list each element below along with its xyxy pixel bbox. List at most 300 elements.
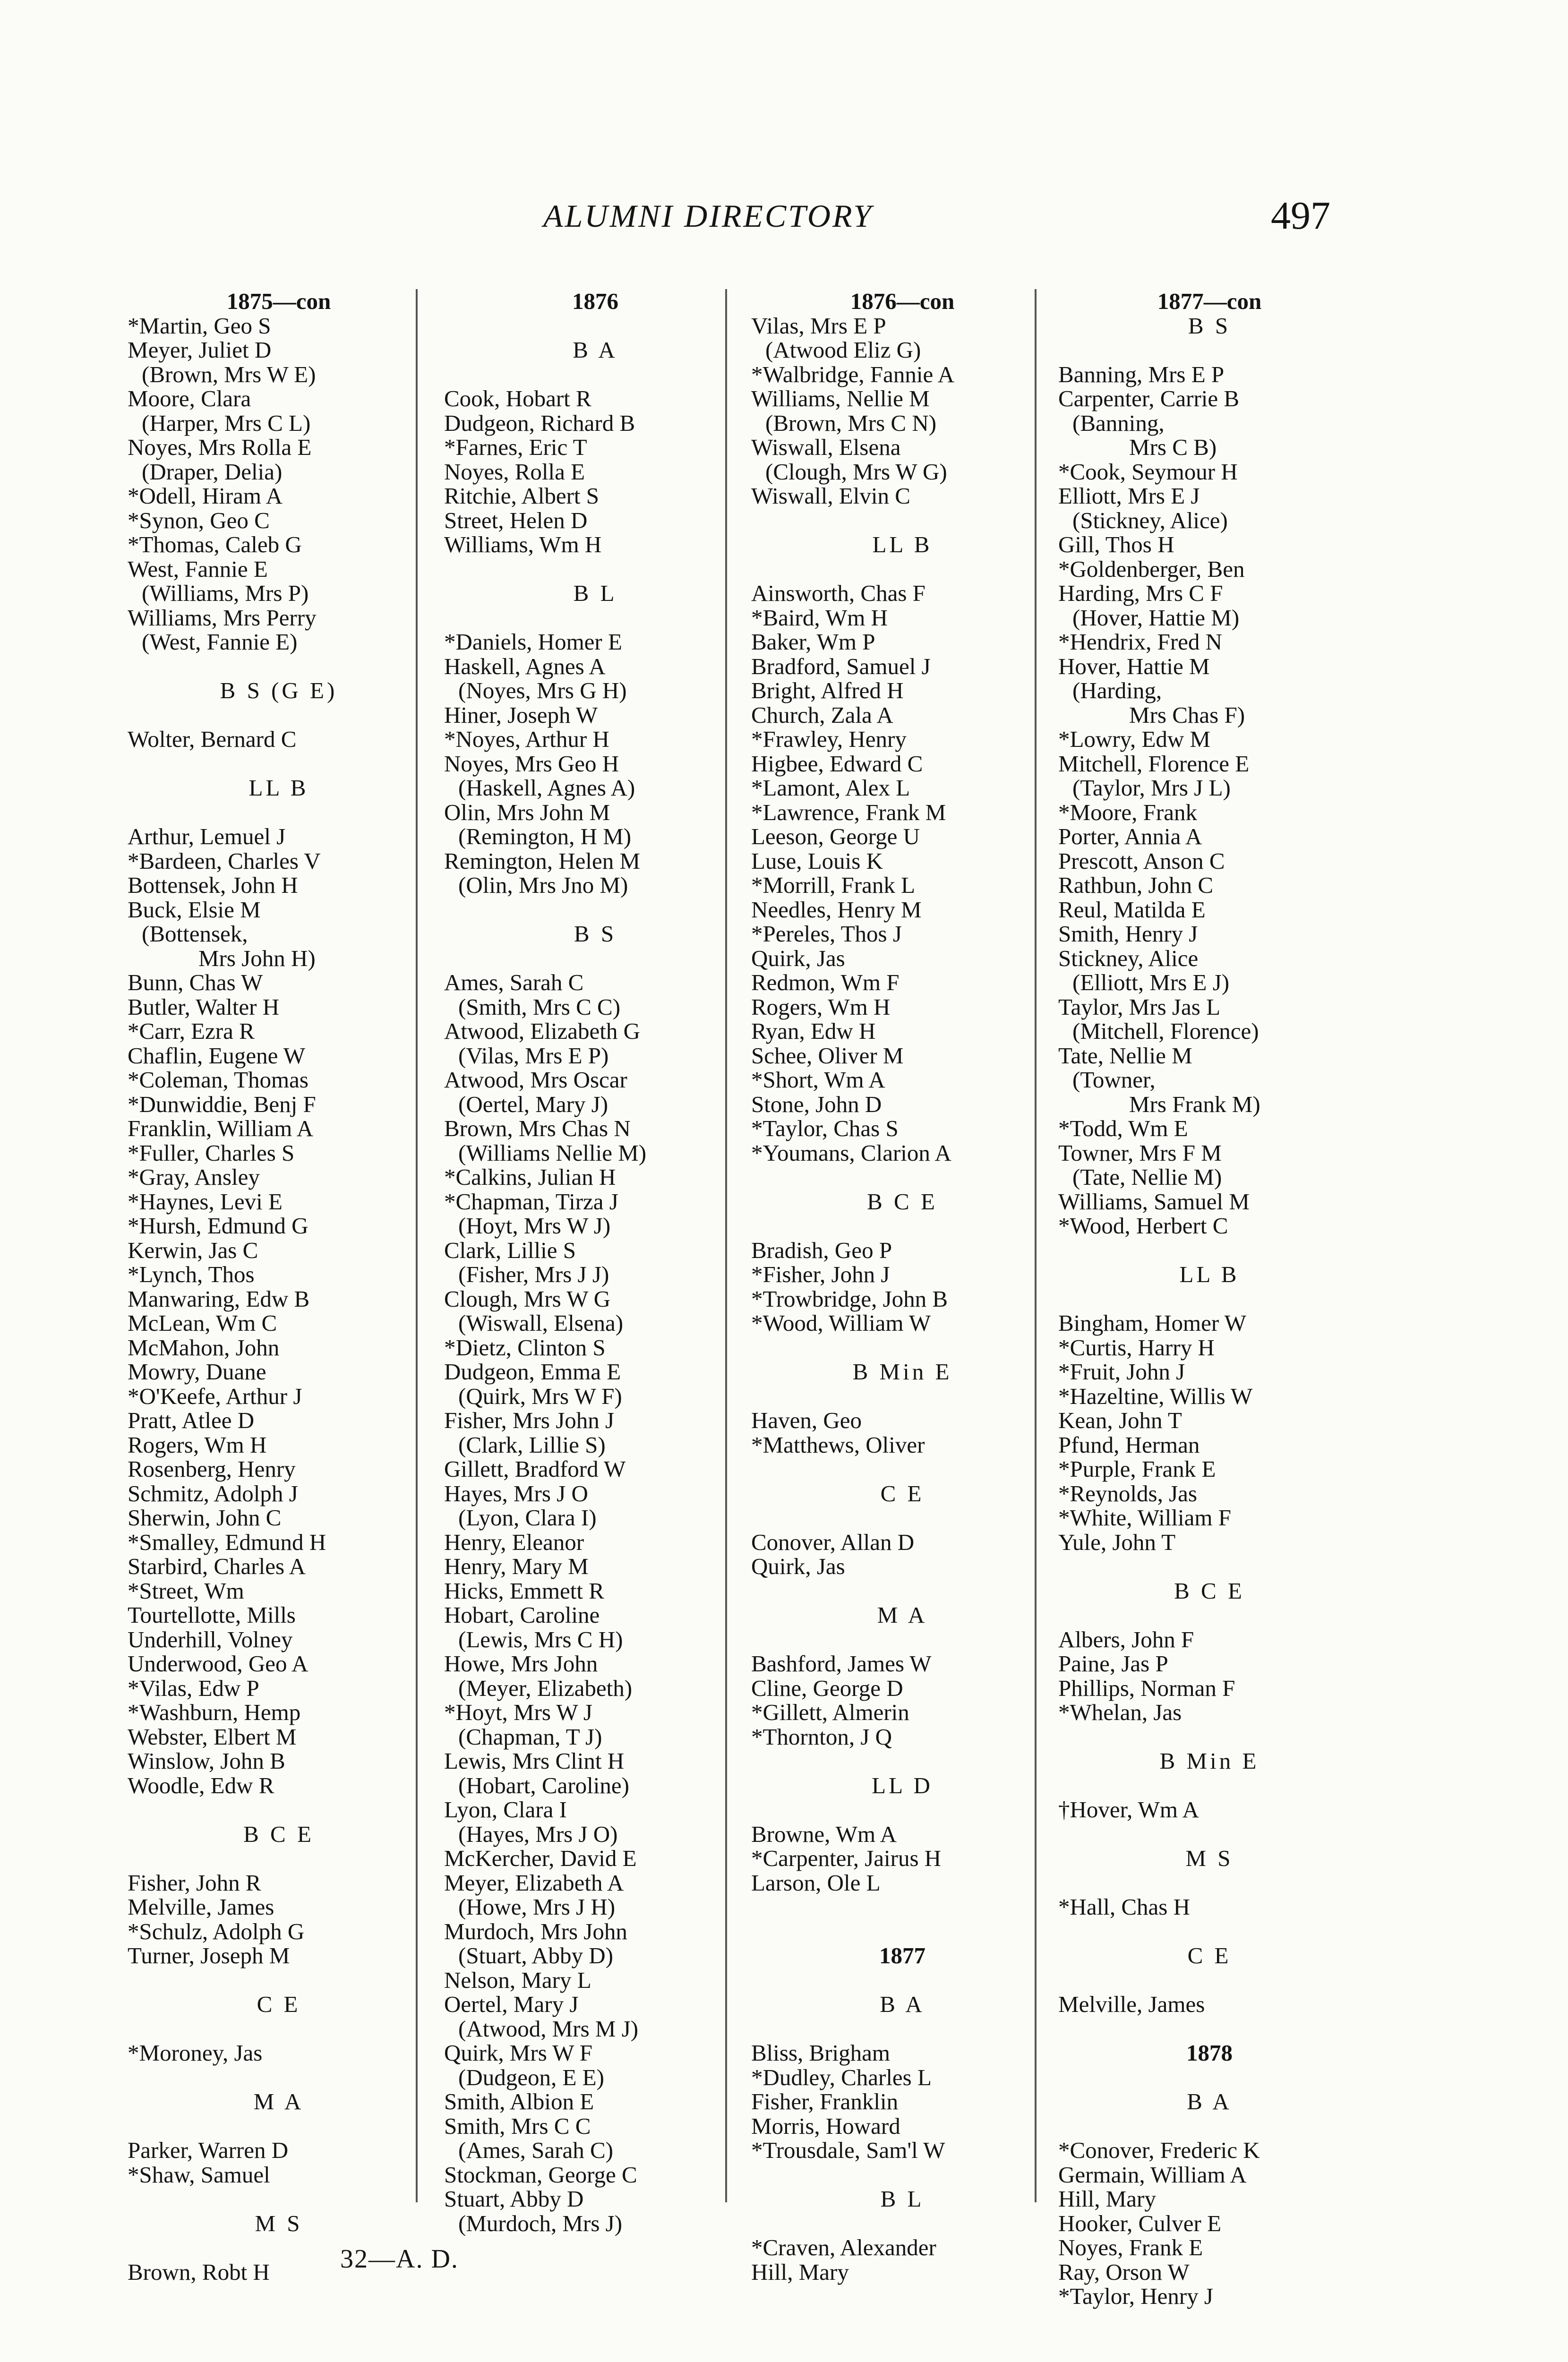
alumni-entry: *Carpenter, Jairus H bbox=[751, 1845, 942, 1871]
alumni-entry: Pfund, Herman bbox=[1058, 1431, 1200, 1458]
alumni-entry: Clough, Mrs W G bbox=[444, 1285, 611, 1312]
alumni-entry-continuation: (Haskell, Agnes A) bbox=[458, 775, 635, 801]
blank-line bbox=[128, 800, 430, 825]
alumni-entry: Clark, Lillie S bbox=[444, 1237, 576, 1263]
blank-line bbox=[128, 1797, 430, 1822]
alumni-entry: *Fruit, John J bbox=[1058, 1359, 1185, 1385]
blank-line bbox=[751, 1797, 1054, 1822]
page-number: 497 bbox=[1271, 194, 1330, 238]
alumni-entry: Ames, Sarah C bbox=[444, 969, 584, 995]
alumni-entry: Hobart, Caroline bbox=[444, 1602, 600, 1628]
alumni-entry: *Hursh, Edmund G bbox=[128, 1213, 308, 1239]
alumni-entry-continuation: (Quirk, Mrs W F) bbox=[458, 1383, 622, 1409]
alumni-entry: *Taylor, Henry J bbox=[1058, 2283, 1213, 2309]
alumni-entry: *Gillett, Almerin bbox=[751, 1699, 909, 1725]
alumni-entry: Stockman, George C bbox=[444, 2161, 637, 2188]
class-year-heading: 1878 bbox=[1186, 2040, 1233, 2066]
alumni-entry: Hill, Mary bbox=[751, 2259, 849, 2285]
blank-line bbox=[1058, 338, 1361, 362]
alumni-entry: Vilas, Mrs E P bbox=[751, 312, 886, 339]
alumni-entry-continuation: (Harper, Mrs C L) bbox=[142, 410, 311, 436]
alumni-entry: Noyes, Mrs Geo H bbox=[444, 750, 619, 777]
alumni-entry: Ainsworth, Chas F bbox=[751, 580, 925, 606]
alumni-entry: Smith, Mrs C C bbox=[444, 2113, 591, 2139]
alumni-entry: *Shaw, Samuel bbox=[128, 2161, 270, 2188]
page-title: ALUMNI DIRECTORY bbox=[543, 198, 874, 234]
alumni-entry-continuation: (Stickney, Alice) bbox=[1072, 507, 1228, 533]
alumni-entry: *Hendrix, Fred N bbox=[1058, 629, 1223, 655]
degree-heading: B S bbox=[574, 921, 617, 947]
alumni-entry-continuation: (Chapman, T J) bbox=[458, 1723, 602, 1750]
alumni-entry: Leeson, George U bbox=[751, 823, 920, 849]
signature-mark: 32—A. D. bbox=[340, 2244, 459, 2274]
alumni-entry: Luse, Louis K bbox=[751, 847, 883, 874]
alumni-entry: Bottensek, John H bbox=[128, 872, 298, 898]
directory-column-4 bbox=[1058, 289, 1361, 2309]
alumni-entry: Underhill, Volney bbox=[128, 1626, 293, 1652]
blank-line bbox=[751, 508, 1054, 533]
alumni-entry: *Cook, Seymour H bbox=[1058, 458, 1238, 485]
alumni-entry: Redmon, Wm F bbox=[751, 969, 900, 995]
alumni-entry: West, Fannie E bbox=[128, 556, 268, 582]
alumni-entry: *Martin, Geo S bbox=[128, 312, 271, 339]
alumni-entry-continuation: (Vilas, Mrs E P) bbox=[458, 1042, 609, 1069]
blank-line bbox=[751, 1335, 1054, 1360]
alumni-entry: Wolter, Bernard C bbox=[128, 726, 297, 752]
alumni-entry: Fisher, John R bbox=[128, 1869, 261, 1896]
blank-line bbox=[128, 703, 430, 727]
alumni-entry-continuation: (Mitchell, Florence) bbox=[1072, 1018, 1259, 1044]
alumni-entry: Bingham, Homer W bbox=[1058, 1310, 1246, 1336]
alumni-entry-continuation: (Meyer, Elizabeth) bbox=[458, 1675, 633, 1701]
alumni-entry-continuation: (Oertel, Mary J) bbox=[458, 1091, 608, 1117]
column-divider bbox=[1035, 289, 1037, 2202]
alumni-entry: McLean, Wm C bbox=[128, 1310, 277, 1336]
alumni-entry: Lyon, Clara I bbox=[444, 1797, 567, 1823]
degree-heading: B S (G E) bbox=[220, 677, 338, 703]
alumni-entry: *Dunwiddie, Benj F bbox=[128, 1091, 316, 1117]
alumni-entry: Noyes, Rolla E bbox=[444, 458, 585, 485]
alumni-entry: Higbee, Edward C bbox=[751, 750, 923, 777]
blank-line bbox=[1058, 2065, 1361, 2090]
alumni-entry: Germain, William A bbox=[1058, 2161, 1247, 2188]
alumni-entry: *Moore, Frank bbox=[1058, 799, 1197, 825]
blank-line bbox=[128, 2017, 430, 2041]
alumni-entry-continuation: (Bottensek, bbox=[142, 921, 248, 947]
alumni-entry-continuation: (Stuart, Abby D) bbox=[458, 1943, 613, 1968]
blank-line bbox=[751, 1214, 1054, 1238]
alumni-entry: Banning, Mrs E P bbox=[1058, 361, 1225, 387]
alumni-entry: Arthur, Lemuel J bbox=[128, 823, 286, 849]
degree-heading: B L bbox=[880, 2186, 925, 2212]
alumni-entry-continuation: (Howe, Mrs J H) bbox=[458, 1894, 616, 1920]
degree-heading: B C E bbox=[867, 1188, 938, 1215]
alumni-entry: Bright, Alfred H bbox=[751, 677, 904, 703]
alumni-entry: Paine, Jas P bbox=[1058, 1651, 1168, 1677]
blank-line bbox=[751, 1749, 1054, 1773]
degree-heading: B Min E bbox=[852, 1359, 952, 1385]
alumni-entry: Melville, James bbox=[1058, 1991, 1205, 2017]
alumni-entry: Rogers, Wm H bbox=[751, 993, 891, 1020]
alumni-entry: *Taylor, Chas S bbox=[751, 1115, 899, 1141]
alumni-entry: *Synon, Geo C bbox=[128, 507, 270, 533]
alumni-entry: *Noyes, Arthur H bbox=[444, 726, 609, 752]
alumni-entry: *Whelan, Jas bbox=[1058, 1699, 1182, 1725]
alumni-entry: *Pereles, Thos J bbox=[751, 921, 902, 947]
directory-column-2 bbox=[444, 289, 746, 2235]
blank-line bbox=[128, 1846, 430, 1871]
alumni-entry: Brown, Robt H bbox=[128, 2259, 270, 2285]
alumni-entry: Albers, John F bbox=[1058, 1626, 1194, 1652]
alumni-entry: Conover, Allan D bbox=[751, 1529, 915, 1555]
blank-line bbox=[751, 557, 1054, 582]
blank-line bbox=[751, 1895, 1054, 1919]
alumni-entry: *Carr, Ezra R bbox=[128, 1018, 255, 1044]
alumni-entry: Williams, Samuel M bbox=[1058, 1188, 1250, 1215]
alumni-entry: Brown, Mrs Chas N bbox=[444, 1115, 631, 1141]
alumni-entry: Parker, Warren D bbox=[128, 2137, 289, 2163]
alumni-entry-continuation: (Brown, Mrs C N) bbox=[765, 410, 937, 436]
blank-line bbox=[751, 2163, 1054, 2187]
alumni-entry: *White, William F bbox=[1058, 1505, 1231, 1531]
alumni-entry: Manwaring, Edw B bbox=[128, 1285, 310, 1312]
blank-line bbox=[444, 606, 746, 630]
degree-heading: B L bbox=[573, 580, 617, 606]
blank-line bbox=[751, 1968, 1054, 1993]
alumni-entry: *Curtis, Harry H bbox=[1058, 1334, 1215, 1361]
degree-heading: M A bbox=[253, 2088, 304, 2114]
alumni-entry: Williams, Mrs Perry bbox=[128, 604, 317, 631]
alumni-entry: Bashford, James W bbox=[751, 1651, 932, 1677]
alumni-entry: Gillett, Bradford W bbox=[444, 1456, 626, 1482]
alumni-entry: Stone, John D bbox=[751, 1091, 882, 1117]
alumni-entry: Rathbun, John C bbox=[1058, 872, 1214, 898]
alumni-entry-continuation: (Hayes, Mrs J O) bbox=[458, 1821, 618, 1847]
alumni-entry: *Thornton, J Q bbox=[751, 1723, 892, 1750]
alumni-entry: McMahon, John bbox=[128, 1334, 280, 1361]
alumni-entry: *Purple, Frank E bbox=[1058, 1456, 1216, 1482]
alumni-entry: Browne, Wm A bbox=[751, 1821, 897, 1847]
alumni-entry: Mitchell, Florence E bbox=[1058, 750, 1250, 777]
blank-line bbox=[1058, 1554, 1361, 1579]
alumni-entry: Williams, Nellie M bbox=[751, 385, 930, 411]
alumni-entry: Dudgeon, Richard B bbox=[444, 410, 635, 436]
alumni-entry: Quirk, Jas bbox=[751, 1553, 845, 1579]
alumni-entry: Starbird, Charles A bbox=[128, 1553, 306, 1579]
alumni-entry: *Morrill, Frank L bbox=[751, 872, 916, 898]
alumni-entry: Bliss, Brigham bbox=[751, 2040, 891, 2066]
alumni-entry: Meyer, Elizabeth A bbox=[444, 1869, 624, 1896]
alumni-entry: Nelson, Mary L bbox=[444, 1967, 591, 1993]
alumni-entry: Gill, Thos H bbox=[1058, 531, 1174, 557]
degree-heading: LL B bbox=[248, 775, 309, 801]
alumni-entry: *Dietz, Clinton S bbox=[444, 1334, 606, 1361]
blank-line bbox=[1058, 1603, 1361, 1627]
alumni-entry: Fisher, Mrs John J bbox=[444, 1407, 615, 1433]
degree-heading: B Min E bbox=[1159, 1748, 1260, 1774]
alumni-entry: Webster, Elbert M bbox=[128, 1723, 297, 1750]
alumni-entry: Prescott, Anson C bbox=[1058, 847, 1225, 874]
alumni-entry: Atwood, Mrs Oscar bbox=[444, 1067, 627, 1093]
alumni-entry: Moore, Clara bbox=[128, 385, 251, 411]
degree-heading: M S bbox=[1185, 1845, 1234, 1871]
alumni-entry: Atwood, Elizabeth G bbox=[444, 1018, 641, 1044]
blank-line bbox=[1058, 1968, 1361, 1993]
alumni-entry-continuation: Mrs C B) bbox=[1129, 434, 1217, 460]
alumni-entry-continuation: (Draper, Delia) bbox=[142, 458, 283, 485]
degree-heading: B C E bbox=[1174, 1577, 1245, 1604]
degree-heading: M S bbox=[255, 2210, 303, 2236]
alumni-entry-continuation: (Atwood Eliz G) bbox=[765, 337, 921, 363]
alumni-entry: Phillips, Norman F bbox=[1058, 1675, 1235, 1701]
blank-line bbox=[1058, 1822, 1361, 1847]
alumni-entry: Porter, Annia A bbox=[1058, 823, 1202, 849]
alumni-entry: Rosenberg, Henry bbox=[128, 1456, 296, 1482]
blank-line bbox=[751, 1457, 1054, 1481]
alumni-entry: Winslow, John B bbox=[128, 1748, 285, 1774]
directory-column-1 bbox=[128, 289, 430, 2284]
blank-line bbox=[1058, 1725, 1361, 1749]
degree-heading: B C E bbox=[243, 1821, 314, 1847]
alumni-entry: Hill, Mary bbox=[1058, 2186, 1156, 2212]
blank-line bbox=[751, 2017, 1054, 2041]
alumni-entry-continuation: (Banning, bbox=[1072, 410, 1165, 436]
alumni-entry: Street, Helen D bbox=[444, 507, 588, 533]
alumni-entry: *Wood, William W bbox=[751, 1310, 931, 1336]
alumni-entry: *Street, Wm bbox=[128, 1577, 244, 1604]
alumni-entry: Lewis, Mrs Clint H bbox=[444, 1748, 625, 1774]
blank-line bbox=[128, 2114, 430, 2139]
alumni-entry: Hover, Hattie M bbox=[1058, 653, 1210, 679]
alumni-entry: Sherwin, John C bbox=[128, 1505, 282, 1531]
alumni-entry: *Trowbridge, John B bbox=[751, 1285, 948, 1312]
alumni-entry: Schmitz, Adolph J bbox=[128, 1480, 298, 1506]
alumni-entry-continuation: (Towner, bbox=[1072, 1067, 1156, 1093]
blank-line bbox=[751, 1384, 1054, 1409]
alumni-entry: Smith, Henry J bbox=[1058, 921, 1198, 947]
alumni-entry-continuation: (Ames, Sarah C) bbox=[458, 2137, 613, 2163]
alumni-entry: *Baird, Wm H bbox=[751, 604, 888, 631]
blank-line bbox=[751, 1579, 1054, 1603]
alumni-entry: *Hazeltine, Willis W bbox=[1058, 1383, 1253, 1409]
blank-line bbox=[1058, 2114, 1361, 2139]
blank-line bbox=[1058, 1919, 1361, 1944]
alumni-entry: Henry, Eleanor bbox=[444, 1529, 584, 1555]
alumni-entry-continuation: (Remington, H M) bbox=[458, 823, 632, 849]
alumni-entry: Ritchie, Albert S bbox=[444, 483, 599, 509]
alumni-entry: *Lamont, Alex L bbox=[751, 775, 910, 801]
alumni-entry: *Moroney, Jas bbox=[128, 2040, 263, 2066]
blank-line bbox=[1058, 2017, 1361, 2041]
alumni-entry: Needles, Henry M bbox=[751, 896, 922, 923]
alumni-entry: *Craven, Alexander bbox=[751, 2234, 936, 2260]
degree-heading: B S bbox=[1188, 312, 1231, 339]
alumni-entry: Reul, Matilda E bbox=[1058, 896, 1206, 923]
alumni-entry-continuation: (Hobart, Caroline) bbox=[458, 1772, 629, 1798]
alumni-entry-continuation: (Lyon, Clara I) bbox=[458, 1505, 597, 1531]
alumni-entry: Underwood, Geo A bbox=[128, 1651, 308, 1677]
blank-line bbox=[444, 946, 746, 971]
alumni-entry: Tate, Nellie M bbox=[1058, 1042, 1192, 1069]
blank-line bbox=[751, 1919, 1054, 1944]
alumni-entry: *Hoyt, Mrs W J bbox=[444, 1699, 593, 1725]
alumni-entry: Henry, Mary M bbox=[444, 1553, 589, 1579]
alumni-entry: Bradish, Geo P bbox=[751, 1237, 892, 1263]
alumni-entry: Bradford, Samuel J bbox=[751, 653, 931, 679]
alumni-entry: Bunn, Chas W bbox=[128, 969, 263, 995]
alumni-entry: Oertel, Mary J bbox=[444, 1991, 579, 2017]
alumni-entry: Pratt, Atlee D bbox=[128, 1407, 255, 1433]
alumni-entry: Larson, Ole L bbox=[751, 1869, 881, 1896]
alumni-entry: *Lowry, Edw M bbox=[1058, 726, 1211, 752]
alumni-entry: Carpenter, Carrie B bbox=[1058, 385, 1240, 411]
alumni-entry: Dudgeon, Emma E bbox=[444, 1359, 621, 1385]
alumni-entry: Haven, Geo bbox=[751, 1407, 862, 1433]
alumni-entry: Towner, Mrs F M bbox=[1058, 1139, 1222, 1166]
alumni-entry: Haskell, Agnes A bbox=[444, 653, 606, 679]
alumni-entry-continuation: (Clough, Mrs W G) bbox=[765, 458, 947, 485]
alumni-entry: Woodle, Edw R bbox=[128, 1772, 274, 1798]
alumni-entry: *Reynolds, Jas bbox=[1058, 1480, 1197, 1506]
alumni-entry: †Hover, Wm A bbox=[1058, 1797, 1199, 1823]
alumni-entry: Baker, Wm P bbox=[751, 629, 875, 655]
alumni-entry-continuation: (Elliott, Mrs E J) bbox=[1072, 969, 1230, 995]
blank-line bbox=[444, 314, 746, 338]
alumni-entry: Remington, Helen M bbox=[444, 847, 641, 874]
alumni-entry: *Frawley, Henry bbox=[751, 726, 907, 752]
alumni-entry: Chaflin, Eugene W bbox=[128, 1042, 306, 1069]
alumni-entry: *Short, Wm A bbox=[751, 1067, 885, 1093]
alumni-entry: Schee, Oliver M bbox=[751, 1042, 904, 1069]
alumni-entry: *Washburn, Hemp bbox=[128, 1699, 301, 1725]
alumni-entry: *Goldenberger, Ben bbox=[1058, 556, 1245, 582]
alumni-entry-continuation: (Brown, Mrs W E) bbox=[142, 361, 316, 387]
alumni-entry: *Fuller, Charles S bbox=[128, 1139, 295, 1166]
alumni-entry-continuation: (Clark, Lillie S) bbox=[458, 1431, 606, 1458]
alumni-entry: Morris, Howard bbox=[751, 2113, 900, 2139]
alumni-entry: *Calkins, Julian H bbox=[444, 1164, 616, 1190]
class-year-heading: 1875—con bbox=[226, 288, 331, 314]
alumni-entry: Rogers, Wm H bbox=[128, 1431, 267, 1458]
degree-heading: B A bbox=[573, 337, 618, 363]
alumni-entry: Tourtellotte, Mills bbox=[128, 1602, 296, 1628]
alumni-entry-continuation: (Hover, Hattie M) bbox=[1072, 604, 1240, 631]
alumni-entry: Meyer, Juliet D bbox=[128, 337, 272, 363]
blank-line bbox=[444, 362, 746, 387]
alumni-entry: Cline, George D bbox=[751, 1675, 903, 1701]
alumni-entry-continuation: (Noyes, Mrs G H) bbox=[458, 677, 627, 703]
alumni-entry: Noyes, Mrs Rolla E bbox=[128, 434, 312, 460]
alumni-entry-continuation: (Murdoch, Mrs J) bbox=[458, 2210, 623, 2236]
alumni-entry-continuation: (Smith, Mrs C C) bbox=[458, 993, 621, 1020]
degree-heading: C E bbox=[257, 1991, 301, 2017]
alumni-entry: Kean, John T bbox=[1058, 1407, 1182, 1433]
blank-line bbox=[751, 2211, 1054, 2236]
alumni-entry-continuation: (Dudgeon, E E) bbox=[458, 2064, 604, 2090]
alumni-entry: Williams, Wm H bbox=[444, 531, 602, 557]
degree-heading: C E bbox=[1187, 1943, 1232, 1968]
alumni-entry: Quirk, Mrs W F bbox=[444, 2040, 593, 2066]
degree-heading: LL B bbox=[872, 531, 933, 557]
alumni-entry: *Hall, Chas H bbox=[1058, 1894, 1190, 1920]
alumni-entry: Ray, Orson W bbox=[1058, 2259, 1190, 2285]
alumni-entry: Yule, John T bbox=[1058, 1529, 1176, 1555]
alumni-entry: Church, Zala A bbox=[751, 702, 893, 728]
alumni-entry-continuation: (Hoyt, Mrs W J) bbox=[458, 1213, 611, 1239]
blank-line bbox=[1058, 1238, 1361, 1263]
alumni-entry-continuation: (Lewis, Mrs C H) bbox=[458, 1626, 623, 1652]
blank-line bbox=[751, 1627, 1054, 1652]
alumni-entry-continuation: Mrs Frank M) bbox=[1129, 1091, 1260, 1117]
alumni-entry: *Lawrence, Frank M bbox=[751, 799, 946, 825]
blank-line bbox=[751, 1506, 1054, 1530]
alumni-entry: Cook, Hobart R bbox=[444, 385, 591, 411]
alumni-entry: Wiswall, Elvin C bbox=[751, 483, 910, 509]
alumni-entry-continuation: (Harding, bbox=[1072, 677, 1162, 703]
alumni-entry: Hiner, Joseph W bbox=[444, 702, 598, 728]
alumni-entry: Hooker, Culver E bbox=[1058, 2210, 1222, 2236]
alumni-entry: *Farnes, Eric T bbox=[444, 434, 587, 460]
alumni-entry: Olin, Mrs John M bbox=[444, 799, 610, 825]
alumni-entry: *Haynes, Levi E bbox=[128, 1188, 283, 1215]
alumni-entry-continuation: (Olin, Mrs Jno M) bbox=[458, 872, 628, 898]
degree-heading: C E bbox=[880, 1480, 925, 1506]
alumni-entry: *Walbridge, Fannie A bbox=[751, 361, 955, 387]
alumni-entry: *Trousdale, Sam'l W bbox=[751, 2137, 945, 2163]
alumni-entry: *Bardeen, Charles V bbox=[128, 847, 321, 874]
blank-line bbox=[444, 898, 746, 922]
alumni-entry: Mowry, Duane bbox=[128, 1359, 266, 1385]
alumni-entry: Harding, Mrs C F bbox=[1058, 580, 1223, 606]
alumni-entry-continuation: Mrs John H) bbox=[198, 945, 316, 971]
alumni-entry-continuation: Mrs Chas F) bbox=[1129, 702, 1245, 728]
blank-line bbox=[1058, 1287, 1361, 1311]
alumni-entry: Buck, Elsie M bbox=[128, 896, 261, 923]
alumni-entry: Taylor, Mrs Jas L bbox=[1058, 993, 1220, 1020]
alumni-entry: Quirk, Jas bbox=[751, 945, 845, 971]
alumni-entry: Stickney, Alice bbox=[1058, 945, 1199, 971]
alumni-entry-continuation: (Atwood, Mrs M J) bbox=[458, 2015, 639, 2042]
alumni-entry: Kerwin, Jas C bbox=[128, 1237, 258, 1263]
alumni-entry: Turner, Joseph M bbox=[128, 1943, 290, 1968]
blank-line bbox=[128, 654, 430, 679]
degree-heading: B A bbox=[1187, 2088, 1232, 2114]
alumni-entry-continuation: (Wiswall, Elsena) bbox=[458, 1310, 624, 1336]
directory-column-3 bbox=[751, 289, 1054, 2284]
class-year-heading: 1876 bbox=[572, 288, 618, 314]
degree-heading: B A bbox=[880, 1991, 925, 2017]
alumni-entry: Melville, James bbox=[128, 1894, 274, 1920]
alumni-entry: Howe, Mrs John bbox=[444, 1651, 598, 1677]
alumni-entry: *Wood, Herbert C bbox=[1058, 1213, 1228, 1239]
alumni-entry: *Vilas, Edw P bbox=[128, 1675, 259, 1701]
alumni-entry: *Todd, Wm E bbox=[1058, 1115, 1188, 1141]
blank-line bbox=[1058, 1773, 1361, 1798]
alumni-entry: *Fisher, John J bbox=[751, 1261, 890, 1287]
blank-line bbox=[128, 2187, 430, 2211]
alumni-entry: Wiswall, Elsena bbox=[751, 434, 901, 460]
blank-line bbox=[128, 1968, 430, 1993]
blank-line bbox=[751, 1165, 1054, 1190]
alumni-entry: *Lynch, Thos bbox=[128, 1261, 255, 1287]
alumni-entry-continuation: (West, Fannie E) bbox=[142, 629, 298, 655]
blank-line bbox=[444, 557, 746, 582]
alumni-entry: Fisher, Franklin bbox=[751, 2088, 899, 2114]
blank-line bbox=[128, 2065, 430, 2090]
column-divider bbox=[725, 289, 727, 2202]
alumni-entry: Butler, Walter H bbox=[128, 993, 280, 1020]
alumni-entry: *O'Keefe, Arthur J bbox=[128, 1383, 302, 1409]
